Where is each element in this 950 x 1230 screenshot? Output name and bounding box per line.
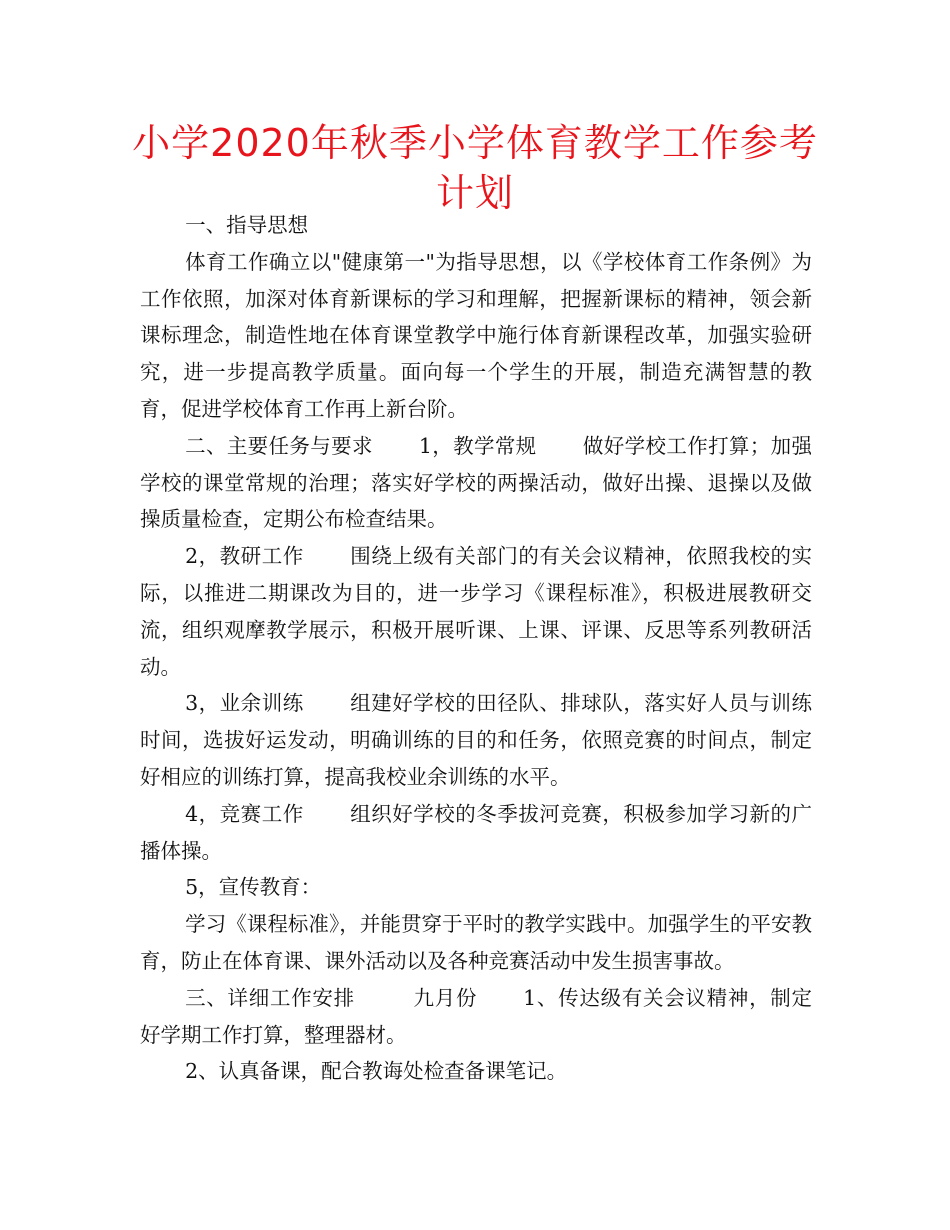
- paragraph-text: 组织好学校的冬季拔河竞赛，积极参加学习新的广播体操。: [140, 801, 812, 863]
- paragraph-text: 一、指导思想: [185, 213, 309, 237]
- paragraph-publicity: [140, 906, 812, 980]
- paragraph-guiding-ideology: [140, 244, 812, 428]
- month-label: 九月份: [412, 985, 478, 1010]
- paragraph-text: 2、认真备课，配合教诲处检查备课笔记。: [185, 1059, 568, 1084]
- subsection-heading: 1，教学常规: [418, 433, 537, 458]
- section-heading: 三、详细工作安排: [185, 985, 355, 1010]
- paragraph-lesson-prep: [140, 1053, 812, 1090]
- paragraph-work-schedule: [140, 980, 812, 1054]
- subsection-heading: 5，宣传教育：: [185, 875, 322, 900]
- subsection-heading: 3，业余训练: [185, 691, 304, 716]
- paragraph-amateur-training: [140, 685, 812, 795]
- subsection-heading: 2，教研工作: [185, 544, 304, 569]
- paragraph-text: 做好学校工作打算；加强学校的课堂常规的治理；落实好学校的两操活动，做好出操、退操以及做操质量检查，定期公布检查结果。: [140, 433, 813, 532]
- paragraph-guiding-ideology-heading: [140, 207, 812, 244]
- paragraph-publicity-heading: [140, 869, 812, 906]
- document-body: [140, 207, 812, 1090]
- paragraph-main-tasks: [140, 428, 812, 538]
- document-title: 小学2020年秋季小学体育教学工作参考计划: [132, 121, 818, 215]
- paragraph-text: 学习《课程标准》，并能贯穿于平时的教学实践中。加强学生的平安教育，防止在体育课、课外活动以及各种竞赛活动中发生损害事故。: [140, 912, 812, 973]
- paragraph-text: 组建好学校的田径队、排球队，落实好人员与训练时间，选拔好运发动，明确训练的目的和任务，依照竞赛的时间点，制定好相应的训练打算，提高我校业余训练的水平。: [140, 691, 812, 789]
- paragraph-text: 围绕上级有关部门的有关会议精神，依照我校的实际，以推进二期课改为目的，进一步学习《课程标准》，积极进展教研交流，组织观摩教学展示，积极开展听课、上课、评课、反思等系列教研活动。: [140, 544, 812, 679]
- subsection-heading: 4，竞赛工作: [185, 801, 304, 826]
- section-heading: 二、主要任务与要求: [185, 433, 373, 458]
- paragraph-competition: [140, 796, 812, 870]
- paragraph-text: 体育工作确立以"健康第一"为指导思想，以《学校体育工作条例》为工作依照，加深对体育新课标的学习和理解，把握新课标的精神，领会新课标理念，制造性地在体育课堂教学中施行体育新课程改革，加强实验研究，进一步提高教学质量。面向每一个学生的开展，制造充满智慧的教育，促进学校体育工作再上新台阶。: [140, 249, 812, 421]
- paragraph-text: 1、传达级有关会议精神，制定好学期工作打算，整理器材。: [140, 985, 813, 1047]
- paragraph-teaching-research: [140, 538, 812, 685]
